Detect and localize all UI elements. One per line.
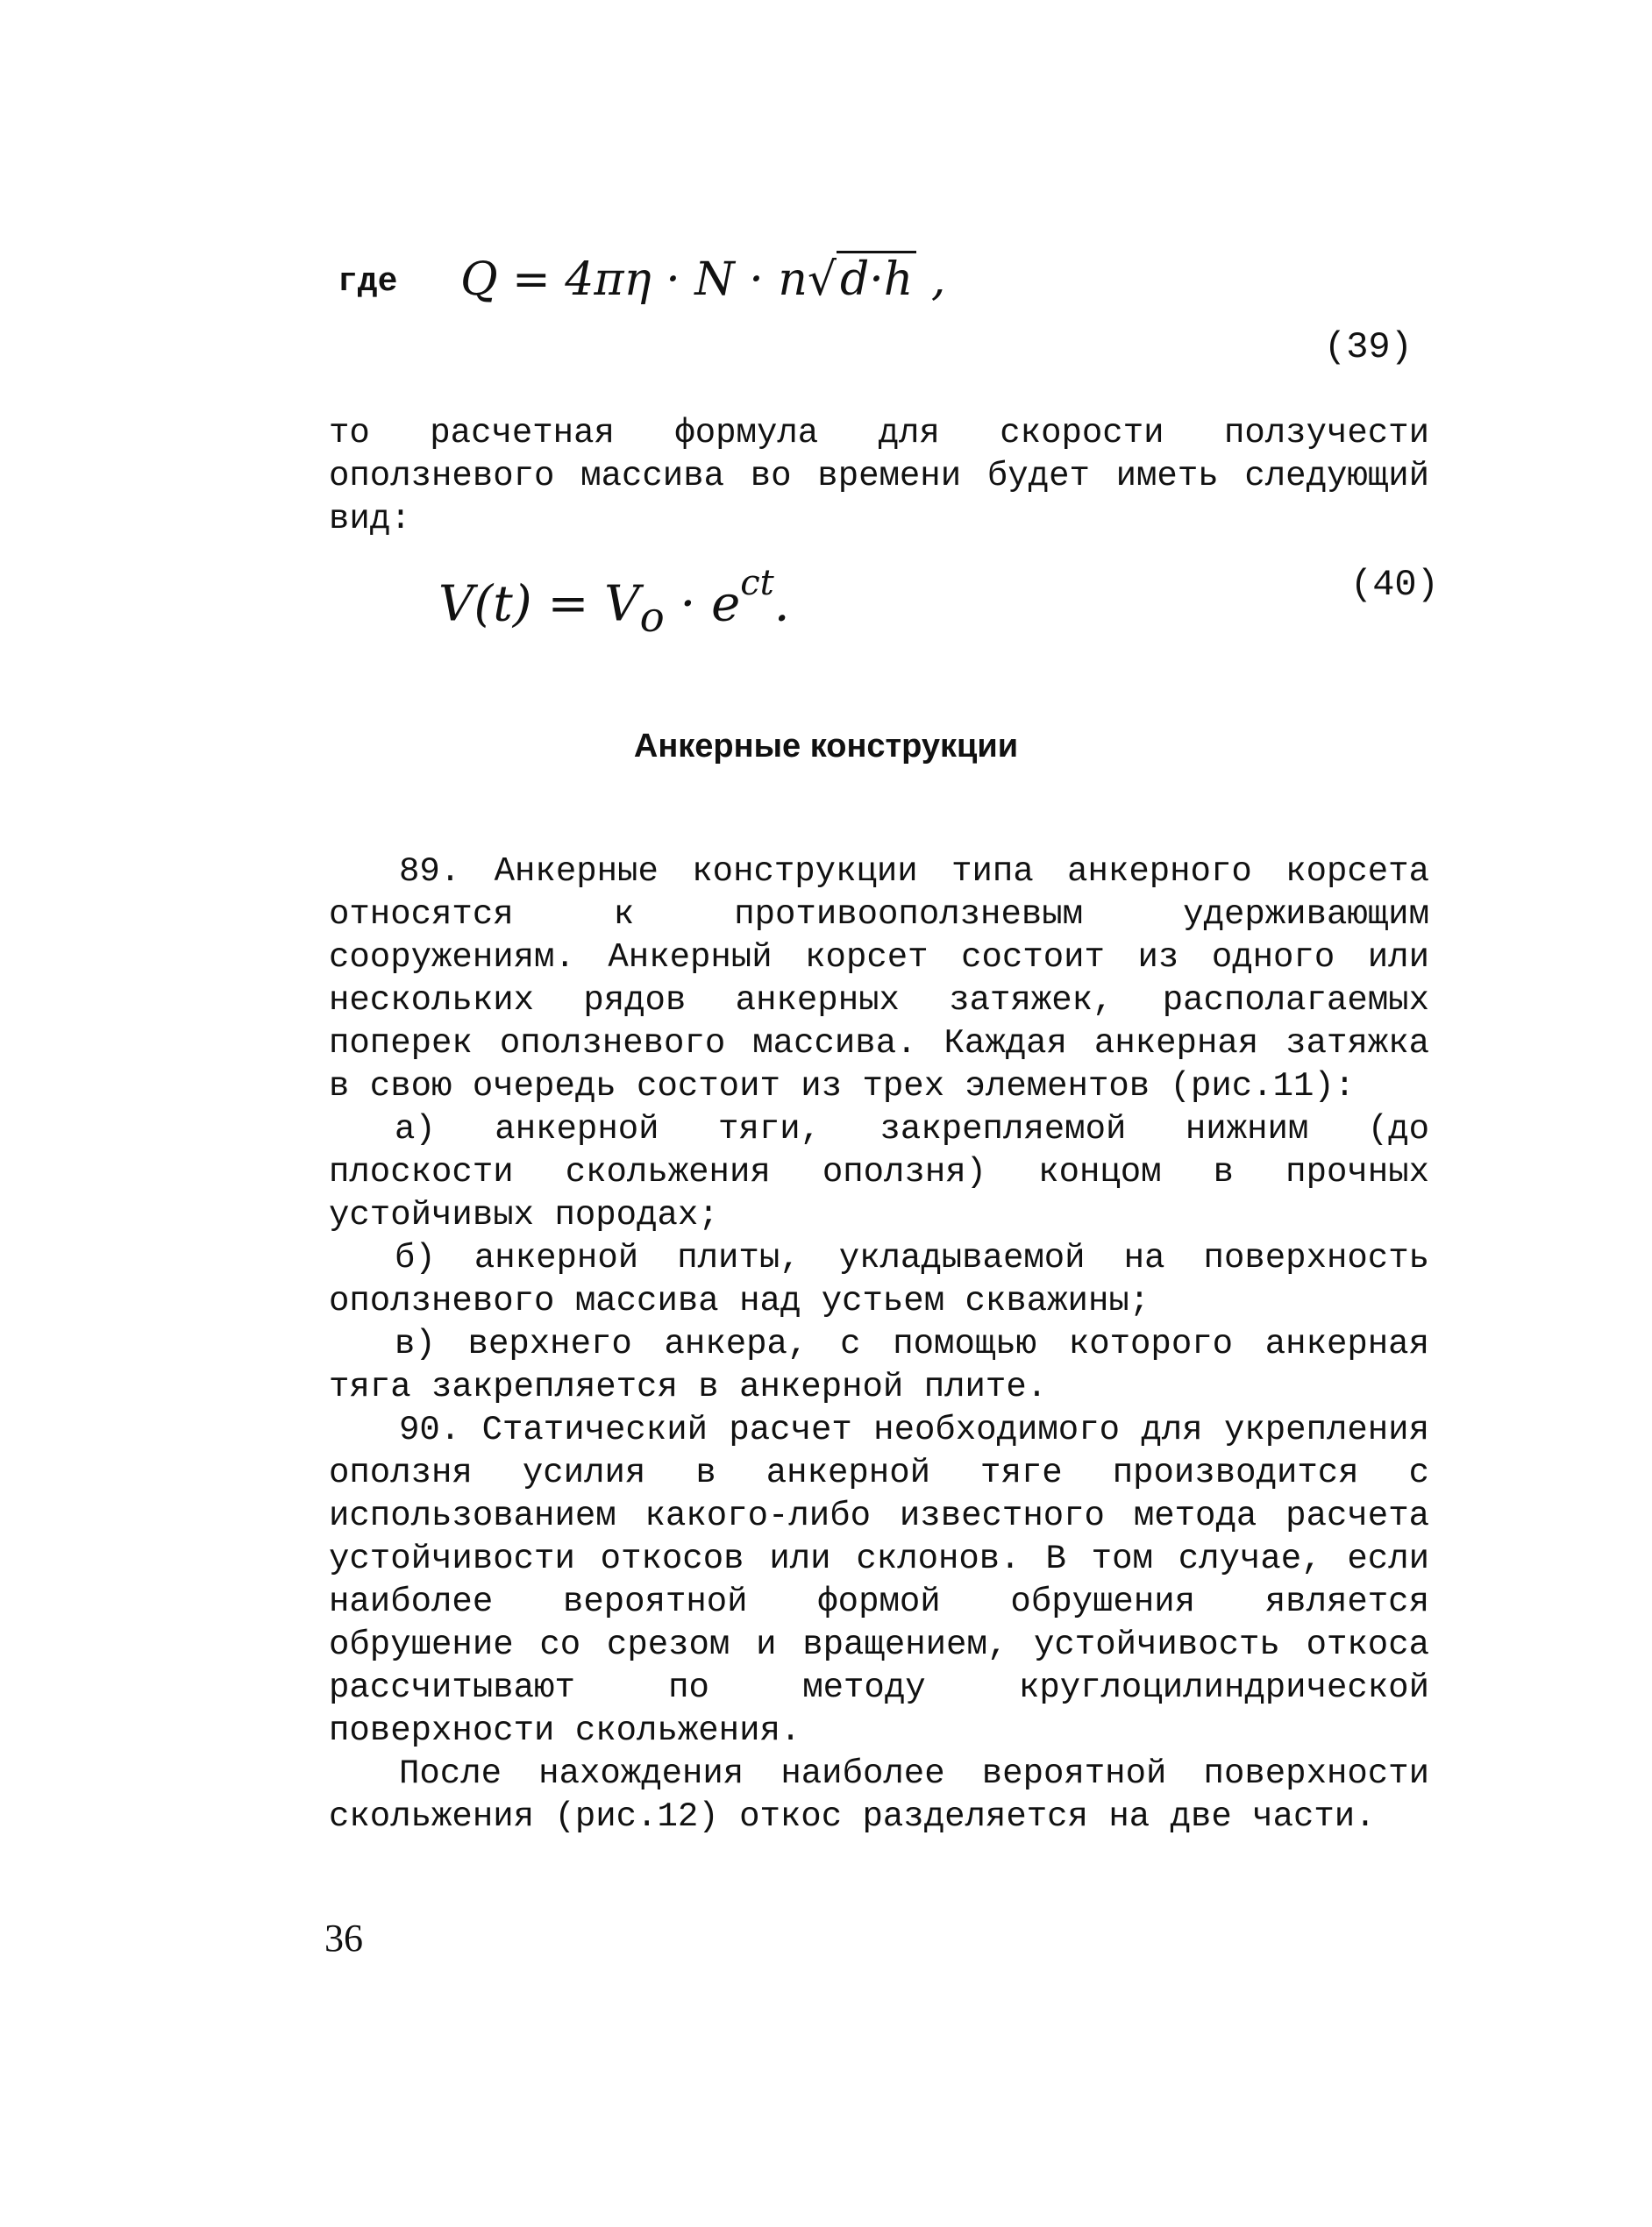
list-item-a: а) анкерной тяги, закрепляемой нижним (до плоскости скольжения оползня) концом в прочных устойчивых породах; bbox=[329, 1110, 1429, 1234]
sqrt-sign: √ bbox=[807, 253, 837, 306]
formula-40-lhs: V(t) = V bbox=[438, 575, 640, 633]
paragraph-last: После нахождения наиболее вероятной поверхности скольжения (рис.12) откос разделяется на две части. bbox=[329, 1754, 1429, 1836]
body-text bbox=[329, 850, 1429, 1839]
list-item-b: б) анкерной плиты, укладываемой на поверхность оползневого массива над устьем скважины; bbox=[329, 1239, 1429, 1320]
paragraph-90: 90. Статический расчет необходимого для укрепления оползня усилия в анкерной тяге производится с использованием какого-либо известного метода расчета устойчивости откосов или склонов. В том случае, если наиболее вероятной формой обрушения является обрушение со срезом и вращением, устойчивость откоса рассчитывают по методу круглоцилиндрической поверхности скольжения. bbox=[329, 1411, 1429, 1750]
formula-39-radicand: d·h bbox=[837, 251, 916, 306]
equation-number-40: (40) bbox=[1350, 564, 1439, 606]
section-heading: Анкерные конструкции bbox=[633, 728, 1019, 765]
intro-paragraph: то расчетная формула для скорости ползучести оползневого массива во времени будет иметь следующий вид: bbox=[329, 414, 1429, 538]
formula-40-mid: · e bbox=[664, 575, 741, 633]
where-label: где bbox=[338, 263, 398, 301]
list-item-c: в) верхнего анкера, с помощью которого анкерная тяга закрепляется в анкерной плите. bbox=[329, 1325, 1429, 1406]
equation-number-39: (39) bbox=[1324, 326, 1413, 368]
formula-40-tail: . bbox=[773, 575, 790, 633]
page-number: 36 bbox=[324, 1917, 363, 1960]
formula-40 bbox=[438, 563, 790, 642]
paragraph-89: 89. Анкерные конструкции типа анкерного корсета относятся к противооползневым удерживающим сооружениям. Анкерный корсет состоит из одного или нескольких рядов анкерных затяжек, располагаемых поперек оползневого массива. Каждая анкерная затяжка в свою очередь состоит из трех элементов (рис.11): bbox=[329, 852, 1429, 1106]
formula-40-subscript: o bbox=[639, 594, 665, 642]
formula-40-exponent: ct bbox=[740, 563, 774, 603]
formula-39 bbox=[460, 253, 946, 306]
formula-39-lhs: Q = 4πη · N · n bbox=[460, 253, 808, 306]
formula-39-tail: , bbox=[916, 253, 946, 306]
